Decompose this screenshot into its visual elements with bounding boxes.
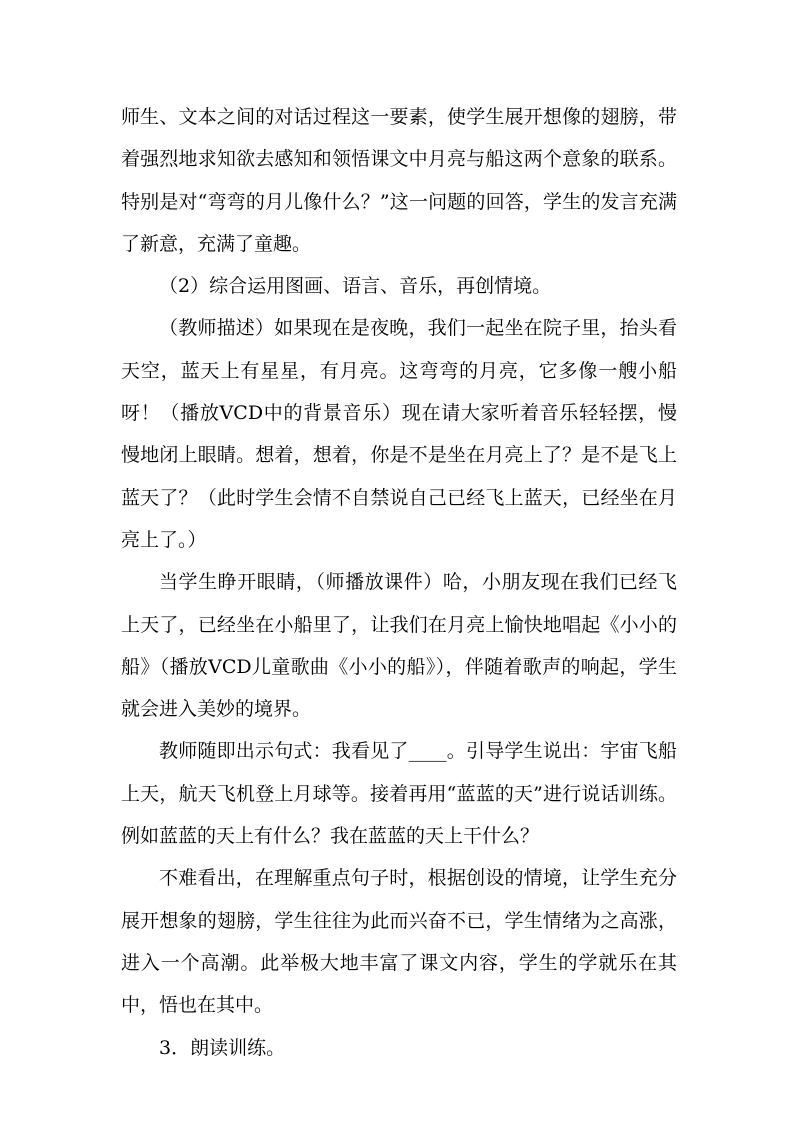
paragraph-summary: 不难看出，在理解重点句子时，根据创设的情境，让学生充分展开想象的翅膀，学生往往为此而兴奋不已，学生情绪为之高涨，进入一个高潮。此举极大地丰富了课文内容，学生的学就乐在其中，悟也在其中。 [121, 867, 677, 1017]
paragraph-student-eyes-open: 当学生睁开眼睛，（师播放课件）哈，小朋友现在我们已经飞上天了，已经坐在小船里了，让我们在月亮上愉快地唱起《小小的船》（播放VCD儿童歌曲《小小的船》），伴随着歌声的响起，学生就会进入美妙的境界。 [121, 571, 677, 721]
paragraph-sentence-pattern: 教师随即出示句式：我看见了____。引导学生说出：宇宙飞船上天，航天飞机登上月球等。接着再用“蓝蓝的天”进行说话训练。例如蓝蓝的天上有什么？我在蓝蓝的天上干什么？ [121, 740, 677, 848]
paragraph-teacher-description: （教师描述）如果现在是夜晚，我们一起坐在院子里，抬头看天空，蓝天上有星星，有月亮。这弯弯的月亮，它多像一艘小船呀！（播放VCD中的背景音乐）现在请大家听着音乐轻轻摆，慢慢地闭上眼睛。想着，想着，你是不是坐在月亮上了？是不是飞上蓝天了？（此时学生会情不自禁说自己已经飞上蓝天，已经坐在月亮上了。） [121, 317, 677, 551]
paragraph-continuation: 师生、文本之间的对话过程这一要素，使学生展开想像的翅膀，带着强烈地求知欲去感知和领悟课文中月亮与船这两个意象的联系。特别是对“弯弯的月儿像什么？”这一问题的回答，学生的发言充满了新意，充满了童趣。 [121, 106, 677, 255]
paragraph-heading-3: 3．朗读训练。 [159, 1036, 286, 1059]
body-text [121, 96, 677, 1069]
paragraph-heading-2: （2）综合运用图画、语言、音乐，再创情境。 [159, 275, 552, 298]
